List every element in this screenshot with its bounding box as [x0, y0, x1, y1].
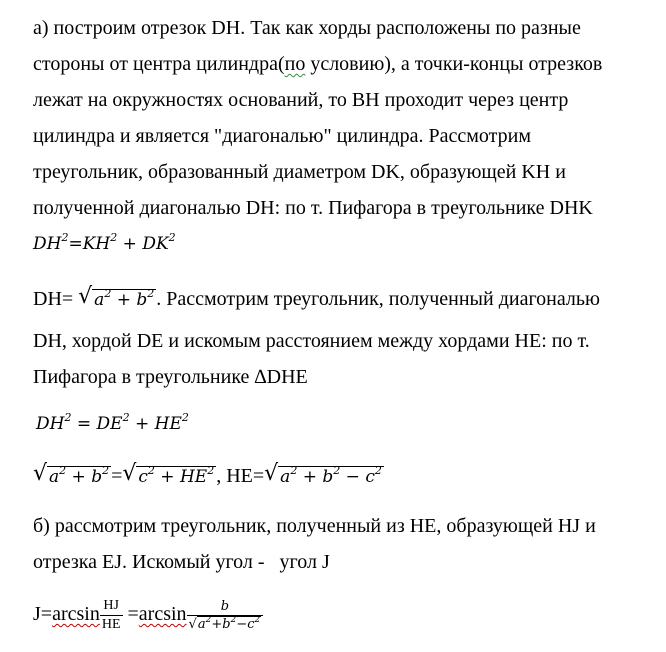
text-line-2-pre: стороны от центра цилиндра(	[33, 53, 285, 75]
eq3-separator: , HE=	[216, 465, 265, 487]
eq1-term2: DK	[142, 234, 169, 254]
eq2-term2: HE	[154, 414, 182, 434]
line8-pre: DH=	[33, 288, 79, 310]
text-line-2-mid: по	[284, 53, 306, 75]
eq3-s2-op: +	[154, 467, 180, 487]
eq2-lhs-exp: 2	[64, 411, 72, 424]
eq1-term1: KH	[82, 234, 111, 254]
eq3-s3-b-exp: 2	[333, 464, 341, 477]
den-c-exp: 2	[254, 614, 261, 625]
sqrt-b-exp: 2	[147, 287, 155, 300]
radical-sign-icon: √	[33, 461, 48, 486]
eq1-equals: =	[68, 234, 83, 254]
sqrt-a2-b2-c2	[264, 461, 384, 489]
text-line-2	[33, 52, 602, 76]
line8-post: . Рассмотрим треугольник, полученный диагональю	[156, 288, 600, 310]
eq1-term2-exp: 2	[168, 231, 176, 244]
text-line-5: треугольник, образованный диаметром DK, образующей KH и	[33, 161, 566, 183]
eq3-s3-op2: −	[340, 467, 366, 487]
text-line-10: Пифагора в треугольнике ∆DHE	[33, 366, 308, 388]
fraction-numerator: HJ	[100, 599, 123, 616]
text-part-b-line-2: отрезка EJ. Искомый угол - угол J	[33, 551, 330, 573]
eq2-equals: =	[71, 414, 97, 434]
text-part-b-line-1: б) рассмотрим треугольник, полученный из HE, образующей HJ и	[33, 515, 596, 537]
eq3-s3-c: c	[365, 467, 375, 487]
equation-pythagoras-dhk	[33, 232, 176, 256]
sqrt-a2-b2-left	[33, 461, 111, 489]
text-line-4: цилиндра и является "диагональю" цилиндра. Рассмотрим	[33, 125, 531, 147]
eq2-plus: +	[129, 414, 155, 434]
eq2-term1: DE	[96, 414, 123, 434]
equation-he-result	[33, 461, 384, 489]
den-op1: +	[211, 616, 223, 632]
eq3-s1-b-exp: 2	[102, 464, 110, 477]
eq3-s3-c-exp: 2	[374, 464, 382, 477]
eq2-lhs: DH	[36, 414, 65, 434]
sqrt-body	[278, 466, 384, 487]
sqrt-c2-he2	[122, 461, 216, 489]
radical-sign-icon: √	[78, 284, 93, 309]
sqrt-body	[92, 289, 156, 310]
eq3-s1-a: a	[49, 467, 60, 487]
sqrt-body	[136, 466, 216, 487]
den-a: a	[197, 616, 206, 632]
den-c: c	[247, 616, 255, 632]
eq3-s2-he-exp: 2	[207, 464, 215, 477]
den-b: b	[222, 616, 231, 632]
sqrt-a: a	[94, 290, 105, 310]
eq3-s3-a-exp: 2	[290, 464, 298, 477]
formula-angle-j	[33, 594, 263, 638]
fraction-denominator: HE	[101, 616, 121, 632]
eq1-lhs: DH	[33, 234, 62, 254]
equation-pythagoras-dhe	[36, 412, 189, 436]
fraction-denominator: $√a^2+b^2-c^2$	[188, 614, 261, 632]
fraction-b-sqrt	[187, 600, 264, 631]
formula-equals: =	[122, 603, 139, 625]
text-line-3: лежат на окружностях оснований, то BH проходит через центр	[33, 89, 569, 111]
formula-arcsin-1: arcsin	[52, 603, 100, 625]
den-b-exp: 2	[230, 614, 237, 625]
eq3-s3-b: b	[322, 467, 334, 487]
sqrt-a-exp: 2	[104, 287, 112, 300]
sqrt-b: b	[136, 290, 148, 310]
eq3-s1-b: b	[91, 467, 103, 487]
eq2-term2-exp: 2	[181, 411, 189, 424]
eq2-term1-exp: 2	[122, 411, 130, 424]
formula-arcsin-2: arcsin	[138, 603, 187, 625]
eq1-lhs-exp: 2	[61, 231, 69, 244]
eq3-equals: =	[111, 465, 123, 487]
text-line-1: а) построим отрезок DH. Так как хорды расположены по разные	[33, 17, 581, 39]
text-line-9: DH, хордой DE и искомым расстоянием между хордами HE: по т.	[33, 330, 590, 352]
radical-sign-icon: √	[264, 461, 279, 486]
fraction-hj-he	[100, 599, 123, 632]
eq3-s1-op: +	[66, 467, 92, 487]
den-a-exp: 2	[205, 614, 212, 625]
radical-sign-icon: √	[122, 461, 137, 486]
sqrt-plus: +	[111, 290, 137, 310]
eq3-s2-he: HE	[179, 467, 208, 487]
text-line-2-post: условию), а точки-концы отрезков	[305, 53, 603, 75]
sqrt-body	[47, 466, 111, 487]
eq3-s2-c: c	[138, 467, 148, 487]
formula-lhs: J=	[33, 603, 53, 625]
eq3-s3-a: a	[280, 467, 291, 487]
fraction-numerator: b	[187, 600, 264, 616]
eq3-s1-a-exp: 2	[59, 464, 67, 477]
text-line-6: полученной диагональю DH: по т. Пифагора в треугольнике DHK	[33, 197, 593, 219]
eq1-plus: +	[117, 234, 143, 254]
sqrt-a2-b2	[78, 284, 156, 312]
eq1-term1-exp: 2	[110, 231, 118, 244]
eq3-s3-op1: +	[297, 467, 323, 487]
den-op2: −	[236, 616, 248, 632]
text-line-8	[33, 284, 600, 312]
eq3-s2-c-exp: 2	[147, 464, 155, 477]
